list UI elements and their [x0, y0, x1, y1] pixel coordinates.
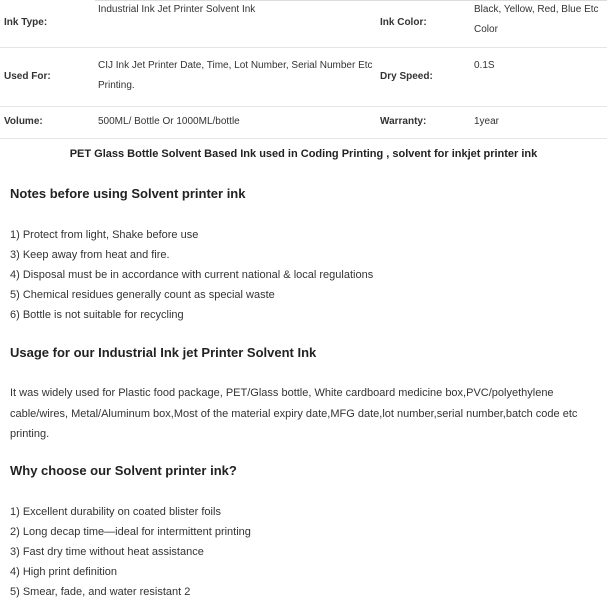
spec-label: Ink Type: — [4, 17, 48, 29]
list-item: 4) High print definition — [10, 566, 118, 578]
usage-paragraph: It was widely used for Plastic food package, PET/Glass bottle, White cardboard medicine box,PVC/polyethylene cable/wires, Metal/Aluminum box,Most of the material expiry date,MFG date,lot number,serial number,batch code etc printing. — [10, 387, 578, 440]
spec-label: Dry Speed: — [380, 70, 433, 82]
list-item: 5) Chemical residues generally count as special waste — [10, 289, 275, 301]
spec-label: Ink Color: — [380, 17, 427, 29]
list-item: 1) Excellent durability on coated blister foils — [10, 506, 221, 518]
usage-heading: Usage for our Industrial Ink jet Printer Solvent Ink — [10, 345, 317, 360]
list-item: 5) Smear, fade, and water resistant 2 — [10, 586, 191, 598]
table-row — [0, 47, 607, 106]
spec-value: 1year — [474, 116, 500, 127]
spec-label: Used For: — [4, 70, 51, 82]
product-subtitle: PET Glass Bottle Solvent Based Ink used in Coding Printing , solvent for inkjet printer ink — [69, 148, 538, 160]
notes-heading: Notes before using Solvent printer ink — [10, 186, 246, 201]
list-item: 1) Protect from light, Shake before use — [10, 229, 199, 241]
spec-value: Industrial Ink Jet Printer Solvent Ink — [98, 4, 256, 15]
list-item: 2) Long decap time—ideal for intermittent printing — [10, 526, 251, 538]
why-heading: Why choose our Solvent printer ink? — [10, 463, 237, 478]
spec-value: CIJ Ink Jet Printer Date, Time, Lot Number, Serial Number Etc Printing. — [98, 59, 373, 91]
spec-value: 0.1S — [474, 59, 495, 71]
spec-value: 500ML/ Bottle Or 1000ML/bottle — [98, 116, 240, 127]
spec-label: Volume: — [4, 116, 43, 127]
list-item: 4) Disposal must be in accordance with current national & local regulations — [10, 269, 374, 281]
list-item: 3) Keep away from heat and fire. — [10, 249, 170, 261]
why-list — [10, 502, 251, 600]
table-row — [0, 0, 607, 47]
spec-label: Warranty: — [380, 116, 427, 127]
spec-table — [0, 0, 607, 139]
table-row — [0, 106, 607, 138]
list-item: 6) Bottle is not suitable for recycling — [10, 309, 184, 321]
spec-value: Black, Yellow, Red, Blue Etc Color — [474, 4, 599, 35]
list-item: 3) Fast dry time without heat assistance — [10, 546, 204, 558]
notes-list — [10, 225, 373, 325]
